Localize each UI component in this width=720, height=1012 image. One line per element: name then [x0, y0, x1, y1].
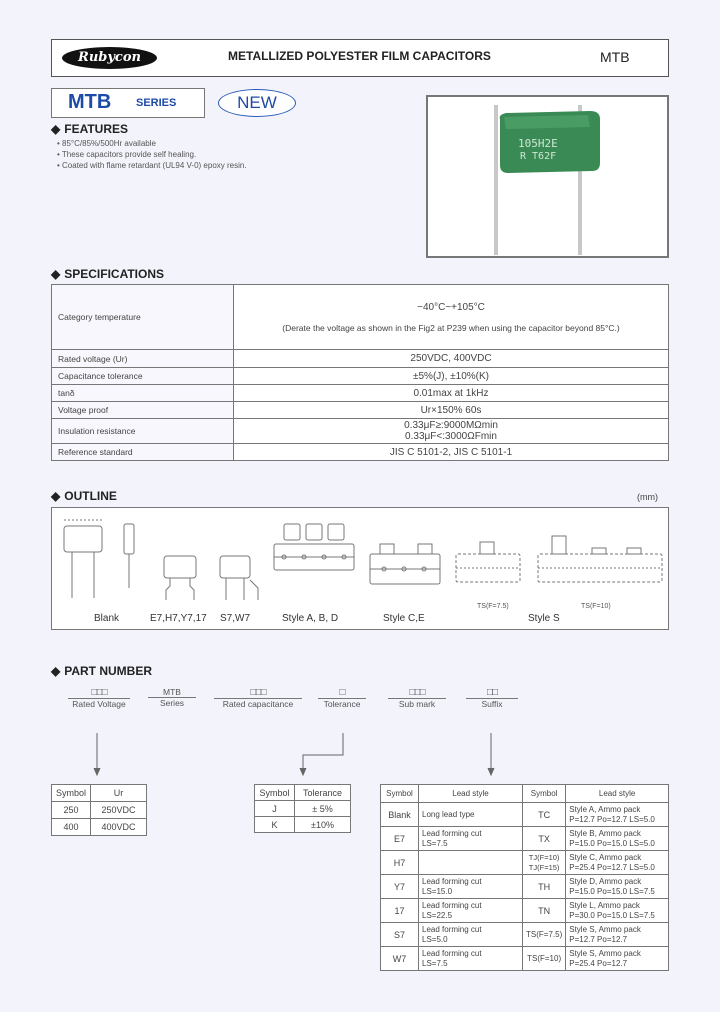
specifications-heading: ◆ SPECIFICATIONS [51, 267, 165, 281]
outline-label: Style A, B, D [282, 613, 339, 624]
table-row: Y7 Lead forming cut LS=15.0 TH Style D, Ammo pack P=15.0 Po=15.0 LS=7.5 [381, 875, 669, 899]
table-row: Reference standard JIS C 5101-2, JIS C 5101-1 [52, 444, 669, 461]
photo-marking-2: R T62F [520, 151, 557, 162]
table-row: Blank Long lead type TC Style A, Ammo pack P=12.7 Po=12.7 LS=5.0 [381, 803, 669, 827]
outline-unit: (mm) [637, 492, 658, 502]
table-row: Rated voltage (Ur) 250VDC, 400VDC [52, 350, 669, 368]
features-heading: ◆ FEATURES [51, 122, 129, 136]
lead-style-table [380, 784, 669, 971]
table-row: Symbol Lead style Symbol Lead style [381, 785, 669, 803]
page-title: METALLIZED POLYESTER FILM CAPACITORS [228, 49, 491, 63]
table-row: Capacitance tolerance ±5%(J), ±10%(K) [52, 368, 669, 385]
outline-ts-label: TS(F=7.5) [477, 603, 509, 610]
table-row: Insulation resistance 0.33μF≥:9000MΩmin 0.33μF<:3000ΩFmin [52, 419, 669, 444]
outline-heading: ◆ OUTLINE [51, 489, 117, 503]
outline-label: Blank [94, 613, 120, 624]
new-badge: NEW [218, 89, 296, 117]
table-row: 17 Lead forming cut LS=22.5 TN Style L, Ammo pack P=30.0 Po=15.0 LS=7.5 [381, 899, 669, 923]
pn-field-capacitance: □□□ Rated capacitance [214, 687, 302, 709]
outline-ts-label: TS(F=10) [581, 603, 611, 610]
table-row: tanδ 0.01max at 1kHz [52, 385, 669, 402]
series-name: MTB [68, 91, 112, 113]
feature-item: • Coated with flame retardant (UL94 V-0) epoxy resin. [57, 161, 247, 170]
outline-label: E7,H7,Y7,17 [150, 613, 207, 624]
brand-logo: Rubycon [62, 47, 157, 69]
table-row: Voltage proof Ur×150% 60s [52, 402, 669, 419]
pn-field-rated-voltage: □□□ Rated Voltage [68, 687, 130, 709]
table-row: E7 Lead forming cut LS=7.5 TX Style B, Ammo pack P=15.0 Po=15.0 LS=5.0 [381, 827, 669, 851]
tolerance-table [254, 784, 351, 833]
series-code: MTB [600, 49, 630, 65]
table-row: 250 250VDC [52, 802, 147, 819]
part-number-heading: ◆ PART NUMBER [51, 664, 153, 678]
table-row: J ± 5% [255, 801, 351, 817]
table-row: K ±10% [255, 817, 351, 833]
outline-label: Style C,E [383, 613, 425, 624]
pn-field-series: MTB Series [148, 687, 196, 708]
outline-label: S7,W7 [220, 613, 251, 624]
voltage-table [51, 784, 147, 836]
table-row: 400 400VDC [52, 819, 147, 836]
table-row: S7 Lead forming cut LS=5.0 TS(F=7.5) Style S, Ammo pack P=12.7 Po=12.7 [381, 923, 669, 947]
pn-field-tolerance: □ Tolerance [318, 687, 366, 709]
photo-marking-1: 105H2E [518, 137, 558, 150]
outline-label: Style S [528, 613, 560, 624]
table-row: Symbol Ur [52, 785, 147, 802]
pn-field-suffix: □□ Suffix [466, 687, 518, 709]
pn-field-sub-mark: □□□ Sub mark [388, 687, 446, 709]
table-row: Symbol Tolerance [255, 785, 351, 801]
feature-item: • These capacitors provide self healing. [57, 150, 197, 159]
series-word: SERIES [136, 97, 177, 109]
feature-item: • 85°C/85%/500Hr available [57, 139, 156, 148]
table-row: W7 Lead forming cut LS=7.5 TS(F=10) Style S, Ammo pack P=25.4 Po=12.7 [381, 947, 669, 971]
table-row: H7 TJ(F=10) TJ(F=15) Style C, Ammo pack P=25.4 Po=12.7 LS=5.0 [381, 851, 669, 875]
table-row: Category temperature −40°C~+105°C (Derate the voltage as shown in the Fig2 at P239 when using the capacitor beyond 85°C.) [52, 285, 669, 350]
